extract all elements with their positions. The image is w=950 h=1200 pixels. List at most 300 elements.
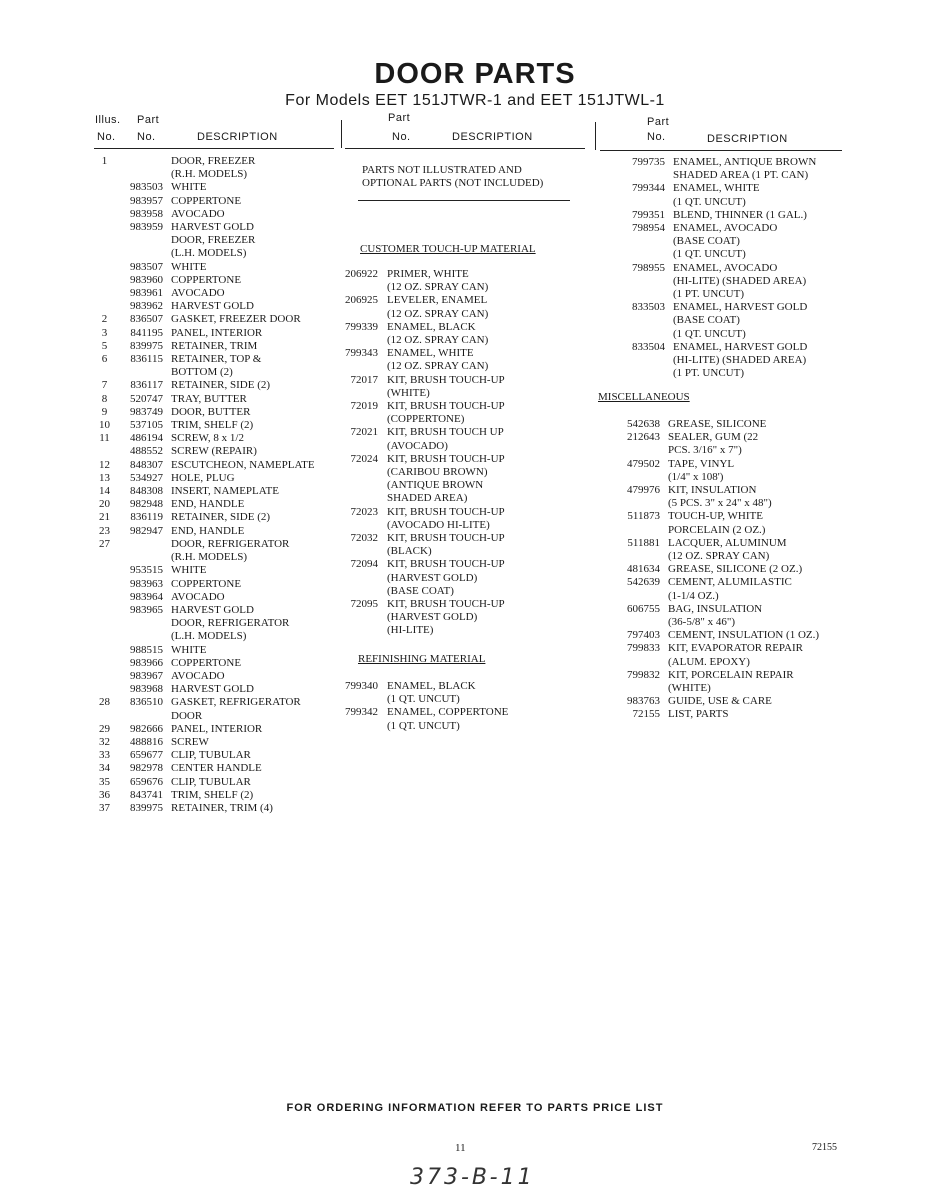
part-description: GASKET, FREEZER DOOR [171,313,301,326]
part-description: (HARVEST GOLD) [387,571,478,584]
part-no [320,281,387,294]
part-description: KIT, BRUSH TOUCH-UP [387,598,505,611]
touchup-list [320,268,505,638]
part-no [605,169,673,182]
part-description: LACQUER, ALUMINUM [668,536,787,549]
part-no: 537105 [130,419,163,432]
table-row [605,275,816,288]
table-row [92,525,315,538]
part-no [605,328,673,341]
illus-no: 20 [99,498,110,511]
part-no [600,590,668,603]
part-no: 72094 [350,558,378,571]
table-row [92,419,315,432]
part-no: 799339 [345,320,378,333]
part-no [320,334,387,347]
part-no [605,354,673,367]
part-no: 797403 [627,629,660,642]
table-row [92,762,315,775]
part-description: BLEND, THINNER (1 GAL.) [673,208,807,221]
part-no [600,497,668,510]
part-description: (BASE COAT) [673,314,740,327]
col1-desc-label: DESCRIPTION [197,131,278,143]
illus-no: 21 [99,511,110,524]
part-no [117,551,171,564]
part-no: 511881 [627,536,660,549]
part-no [320,720,387,733]
table-row [600,510,819,523]
part-no [600,444,668,457]
part-no [117,617,171,630]
table-row [92,749,315,762]
part-description: BOTTOM (2) [171,366,233,379]
part-no [117,155,171,168]
part-description: (12 OZ. SPRAY CAN) [668,550,770,563]
part-description: SCREW (REPAIR) [171,445,257,458]
part-description: COPPERTONE [171,577,242,590]
table-row [600,524,819,537]
table-row [320,268,505,281]
part-no [605,248,673,261]
col3-desc-label: DESCRIPTION [707,133,788,145]
col3-no-label: No. [647,131,666,143]
part-description: PCS. 3/16" x 7") [668,444,742,457]
part-description: ENAMEL, AVOCADO [673,261,778,274]
part-description: DOOR, FREEZER [171,234,256,247]
part-no: 836117 [130,379,163,392]
table-row [320,453,505,466]
part-no: 212643 [627,431,660,444]
part-description: (12 OZ. SPRAY CAN) [387,281,489,294]
part-no: 72095 [350,598,378,611]
table-row [600,708,819,721]
part-description: KIT, BRUSH TOUCH UP [387,426,504,439]
illus-no [92,683,117,696]
part-description: AVOCADO [171,287,225,300]
table-row [320,680,508,693]
table-row [320,706,508,719]
table-row [605,262,816,275]
part-description: KIT, EVAPORATOR REPAIR [668,642,803,655]
part-description: CLIP, TUBULAR [171,749,251,762]
part-description: TRAY, BUTTER [171,392,247,405]
part-description: (WHITE) [387,386,430,399]
table-row [320,360,505,373]
table-row [92,472,315,485]
part-no [600,524,668,537]
table-row [600,444,819,457]
part-no: 833504 [632,340,665,353]
part-no: 983503 [130,181,163,194]
illus-no [92,564,117,577]
part-no: 799343 [345,347,378,360]
part-description: ENAMEL, HARVEST GOLD [673,340,808,353]
part-description: RETAINER, SIDE (2) [171,379,271,392]
part-description: ENAMEL, COPPERTONE [387,706,509,719]
table-row [92,670,315,683]
table-row [320,334,505,347]
table-row [320,374,505,387]
table-row [92,274,315,287]
part-no: 72155 [632,708,660,721]
part-description: (AVOCADO HI-LITE) [387,518,490,531]
part-description: SHADED AREA) [387,492,468,505]
table-row [320,308,505,321]
illus-no [92,208,117,221]
part-no [605,367,673,380]
illus-no: 32 [99,735,110,748]
table-row [92,261,315,274]
misc-heading: MISCELLANEOUS [598,391,690,403]
part-no: 520747 [130,392,163,405]
table-row [92,208,315,221]
table-row [605,209,816,222]
part-no [117,710,171,723]
table-row [92,591,315,604]
table-row [600,629,819,642]
part-no: 542638 [627,418,660,430]
illus-no: 10 [99,419,110,432]
part-no [600,656,668,669]
table-row [605,222,816,235]
part-no: 486194 [130,432,163,445]
table-row [92,564,315,577]
part-no: 983967 [130,669,163,682]
table-row [92,485,315,498]
table-row [600,484,819,497]
part-description: (BASE COAT) [387,584,454,597]
table-row [605,235,816,248]
part-no [320,360,387,373]
illus-no: 37 [99,801,110,814]
illus-no: 14 [99,485,110,498]
table-row [320,321,505,334]
table-row [600,682,819,695]
col3-top-list [605,156,816,380]
illus-no [92,234,117,247]
part-no: 983965 [130,603,163,616]
part-description: RETAINER, TOP & [171,353,262,366]
part-no: 983962 [130,300,163,313]
table-row [92,379,315,392]
part-no: 799832 [627,668,660,681]
table-row [320,545,505,558]
part-no: 983749 [130,405,163,418]
illus-no: 23 [99,524,110,537]
part-description: AVOCADO [171,590,225,603]
part-no: 511873 [627,510,660,523]
col1-part-label: Part [137,114,160,126]
illus-no: 3 [101,326,108,339]
part-no: 982978 [130,762,163,775]
part-no: 479502 [627,457,660,470]
table-row [92,644,315,657]
part-no [600,616,668,629]
table-row [92,617,315,630]
part-description: KIT, BRUSH TOUCH-UP [387,373,505,386]
table-row [605,328,816,341]
table-row [605,301,816,314]
part-no: 988515 [130,643,163,656]
table-row [92,657,315,670]
table-row [92,551,315,564]
table-row [600,590,819,603]
part-description: KIT, INSULATION [668,484,757,497]
table-row [600,497,819,510]
part-description: DOOR, FREEZER [171,155,256,167]
part-no [117,366,171,379]
part-no: 72032 [350,532,378,545]
part-description: (12 OZ. SPRAY CAN) [387,307,489,320]
table-row [600,458,819,471]
part-description: DOOR, BUTTER [171,405,251,418]
part-description: PORCELAIN (2 OZ.) [668,523,766,536]
part-no: 606755 [627,602,660,615]
part-no: 799342 [345,706,378,719]
part-no [320,545,387,558]
table-row [92,498,315,511]
part-description: (36-5/8" x 46") [668,616,736,629]
part-description: (1 QT. UNCUT) [387,693,460,706]
table-row [605,341,816,354]
part-no: 72019 [350,400,378,413]
part-no: 983957 [130,194,163,207]
part-description: (12 OZ. SPRAY CAN) [387,360,489,373]
part-no: 983507 [130,260,163,273]
part-description: (12 OZ. SPRAY CAN) [387,334,489,347]
illus-no: 7 [101,379,108,392]
part-description: ENAMEL, WHITE [673,182,760,195]
part-description: DOOR [171,709,203,722]
part-no: 839975 [130,801,163,814]
part-description: (WHITE) [668,682,711,695]
part-description: (5 PCS. 3" x 24" x 48") [668,497,772,510]
table-row [605,196,816,209]
part-description: DOOR, REFRIGERATOR [171,617,290,630]
part-no: 72023 [350,505,378,518]
part-description: KIT, PORCELAIN REPAIR [668,668,794,681]
part-no: 72021 [350,426,378,439]
part-description: KIT, BRUSH TOUCH-UP [387,505,505,518]
part-no: 833503 [632,301,665,314]
ordering-footer: FOR ORDERING INFORMATION REFER TO PARTS PRICE LIST [286,1102,664,1114]
part-no: 542639 [627,576,660,589]
part-no: 836510 [130,696,163,709]
part-description: (CARIBOU BROWN) [387,466,488,479]
table-row [605,367,816,380]
part-no [605,314,673,327]
part-no: 836507 [130,313,163,326]
part-description: (1/4" x 108') [668,470,724,483]
part-no: 983960 [130,273,163,286]
part-no [320,308,387,321]
illus-no [92,630,117,643]
table-row [600,656,819,669]
part-no [320,387,387,400]
table-row [92,247,315,260]
table-row [320,624,505,637]
part-description: KIT, BRUSH TOUCH-UP [387,558,505,571]
part-description: PRIMER, WHITE [387,268,469,280]
part-description: WHITE [171,260,207,273]
table-row [320,400,505,413]
table-row [92,776,315,789]
part-description: (L.H. MODELS) [171,630,247,643]
part-no [320,611,387,624]
part-description: ENAMEL, WHITE [387,347,474,360]
page-title: DOOR PARTS [374,58,576,90]
table-row [320,347,505,360]
illus-no [92,195,117,208]
col2-no-label: No. [392,131,411,143]
part-no [605,196,673,209]
col3-part-label: Part [647,116,670,128]
part-no [320,440,387,453]
part-description: KIT, BRUSH TOUCH-UP [387,400,505,413]
part-no: 798955 [632,261,665,274]
table-row [92,630,315,643]
part-description: RETAINER, SIDE (2) [171,511,271,524]
part-no [600,550,668,563]
part-no [600,471,668,484]
table-row [92,366,315,379]
part-description: ENAMEL, AVOCADO [673,222,778,235]
part-no: 488552 [130,445,163,458]
part-description: (BLACK) [387,545,432,558]
table-row [600,537,819,550]
part-description: GUIDE, USE & CARE [668,695,772,708]
table-row [92,802,315,815]
table-row [92,578,315,591]
part-no: 848308 [130,485,163,498]
illus-no [92,181,117,194]
part-no [320,693,387,706]
table-row [320,281,505,294]
part-description: TAPE, VINYL [668,457,735,470]
part-no: 799340 [345,680,378,692]
illus-no: 12 [99,458,110,471]
part-no [117,630,171,643]
part-description: TRIM, SHELF (2) [171,419,254,432]
table-row [92,432,315,445]
table-row [600,563,819,576]
part-description: (HI-LITE) (SHADED AREA) [673,274,807,287]
col2-desc-label: DESCRIPTION [452,131,533,143]
illus-no: 11 [99,432,110,445]
part-description: (AVOCADO) [387,439,448,452]
part-description: (1-1/4 OZ.) [668,589,719,602]
part-description: AVOCADO [171,669,225,682]
illus-no: 34 [99,762,110,775]
part-description: (1 QT. UNCUT) [673,327,746,340]
illus-no [92,644,117,657]
part-description: (1 QT. UNCUT) [673,248,746,261]
part-description: BAG, INSULATION [668,602,763,615]
illus-no: 33 [99,749,110,762]
part-no: 798954 [632,222,665,235]
document-code: 72155 [812,1142,837,1153]
table-row [600,642,819,655]
part-description: KIT, BRUSH TOUCH-UP [387,532,505,545]
table-row [605,354,816,367]
table-row [92,393,315,406]
not-illustrated-note-line2: OPTIONAL PARTS (NOT INCLUDED) [362,177,544,190]
illus-no [92,247,117,260]
table-row [320,693,508,706]
illus-no [92,670,117,683]
part-description: INSERT, NAMEPLATE [171,485,279,498]
illus-no [92,617,117,630]
col1-header-rule [94,148,334,149]
part-no [605,275,673,288]
part-no: 983968 [130,683,163,696]
col1-illus-label: Illus. [95,114,121,126]
part-no [605,235,673,248]
illus-no [92,578,117,591]
part-no [117,538,171,551]
misc-list [600,418,819,722]
part-description: HARVEST GOLD [171,300,254,313]
col-divider-1 [341,120,342,148]
table-row [600,471,819,484]
part-no: 479976 [627,484,660,497]
part-no [320,585,387,598]
table-row [320,492,505,505]
part-description: GASKET, REFRIGERATOR [171,696,301,709]
table-row [605,288,816,301]
part-no: 841195 [130,326,163,339]
part-no: 836119 [130,511,163,524]
part-no [117,247,171,260]
table-row [92,234,315,247]
part-no: 983958 [130,207,163,220]
part-description: (HI-LITE) [387,624,434,637]
table-row [92,353,315,366]
part-no: 206925 [345,294,378,307]
table-row [320,426,505,439]
part-description: GREASE, SILICONE (2 OZ.) [668,563,803,576]
part-no: 488816 [130,735,163,748]
part-no: 836115 [130,353,163,366]
table-row [605,169,816,182]
part-description: ENAMEL, BLACK [387,320,476,333]
table-row [600,576,819,589]
table-row [600,695,819,708]
table-row [92,340,315,353]
part-description: KIT, BRUSH TOUCH-UP [387,452,505,465]
illus-no [92,221,117,234]
part-description: COPPERTONE [171,656,242,669]
part-no [117,234,171,247]
part-description: (1 PT. UNCUT) [673,288,744,301]
part-description: SEALER, GUM (22 [668,431,759,444]
illus-no [92,445,117,458]
part-no [117,168,171,181]
part-no: 953515 [130,564,163,577]
part-description: (R.H. MODELS) [171,168,248,181]
part-description: (COPPERTONE) [387,413,465,426]
illus-no: 29 [99,722,110,735]
illus-no [92,300,117,313]
table-row [320,294,505,307]
table-row [92,195,315,208]
part-no: 799344 [632,182,665,195]
part-description: HARVEST GOLD [171,603,254,616]
part-description: (ALUM. EPOXY) [668,655,750,668]
part-description: WHITE [171,643,207,656]
part-no: 983959 [130,221,163,234]
part-no: 843741 [130,788,163,801]
